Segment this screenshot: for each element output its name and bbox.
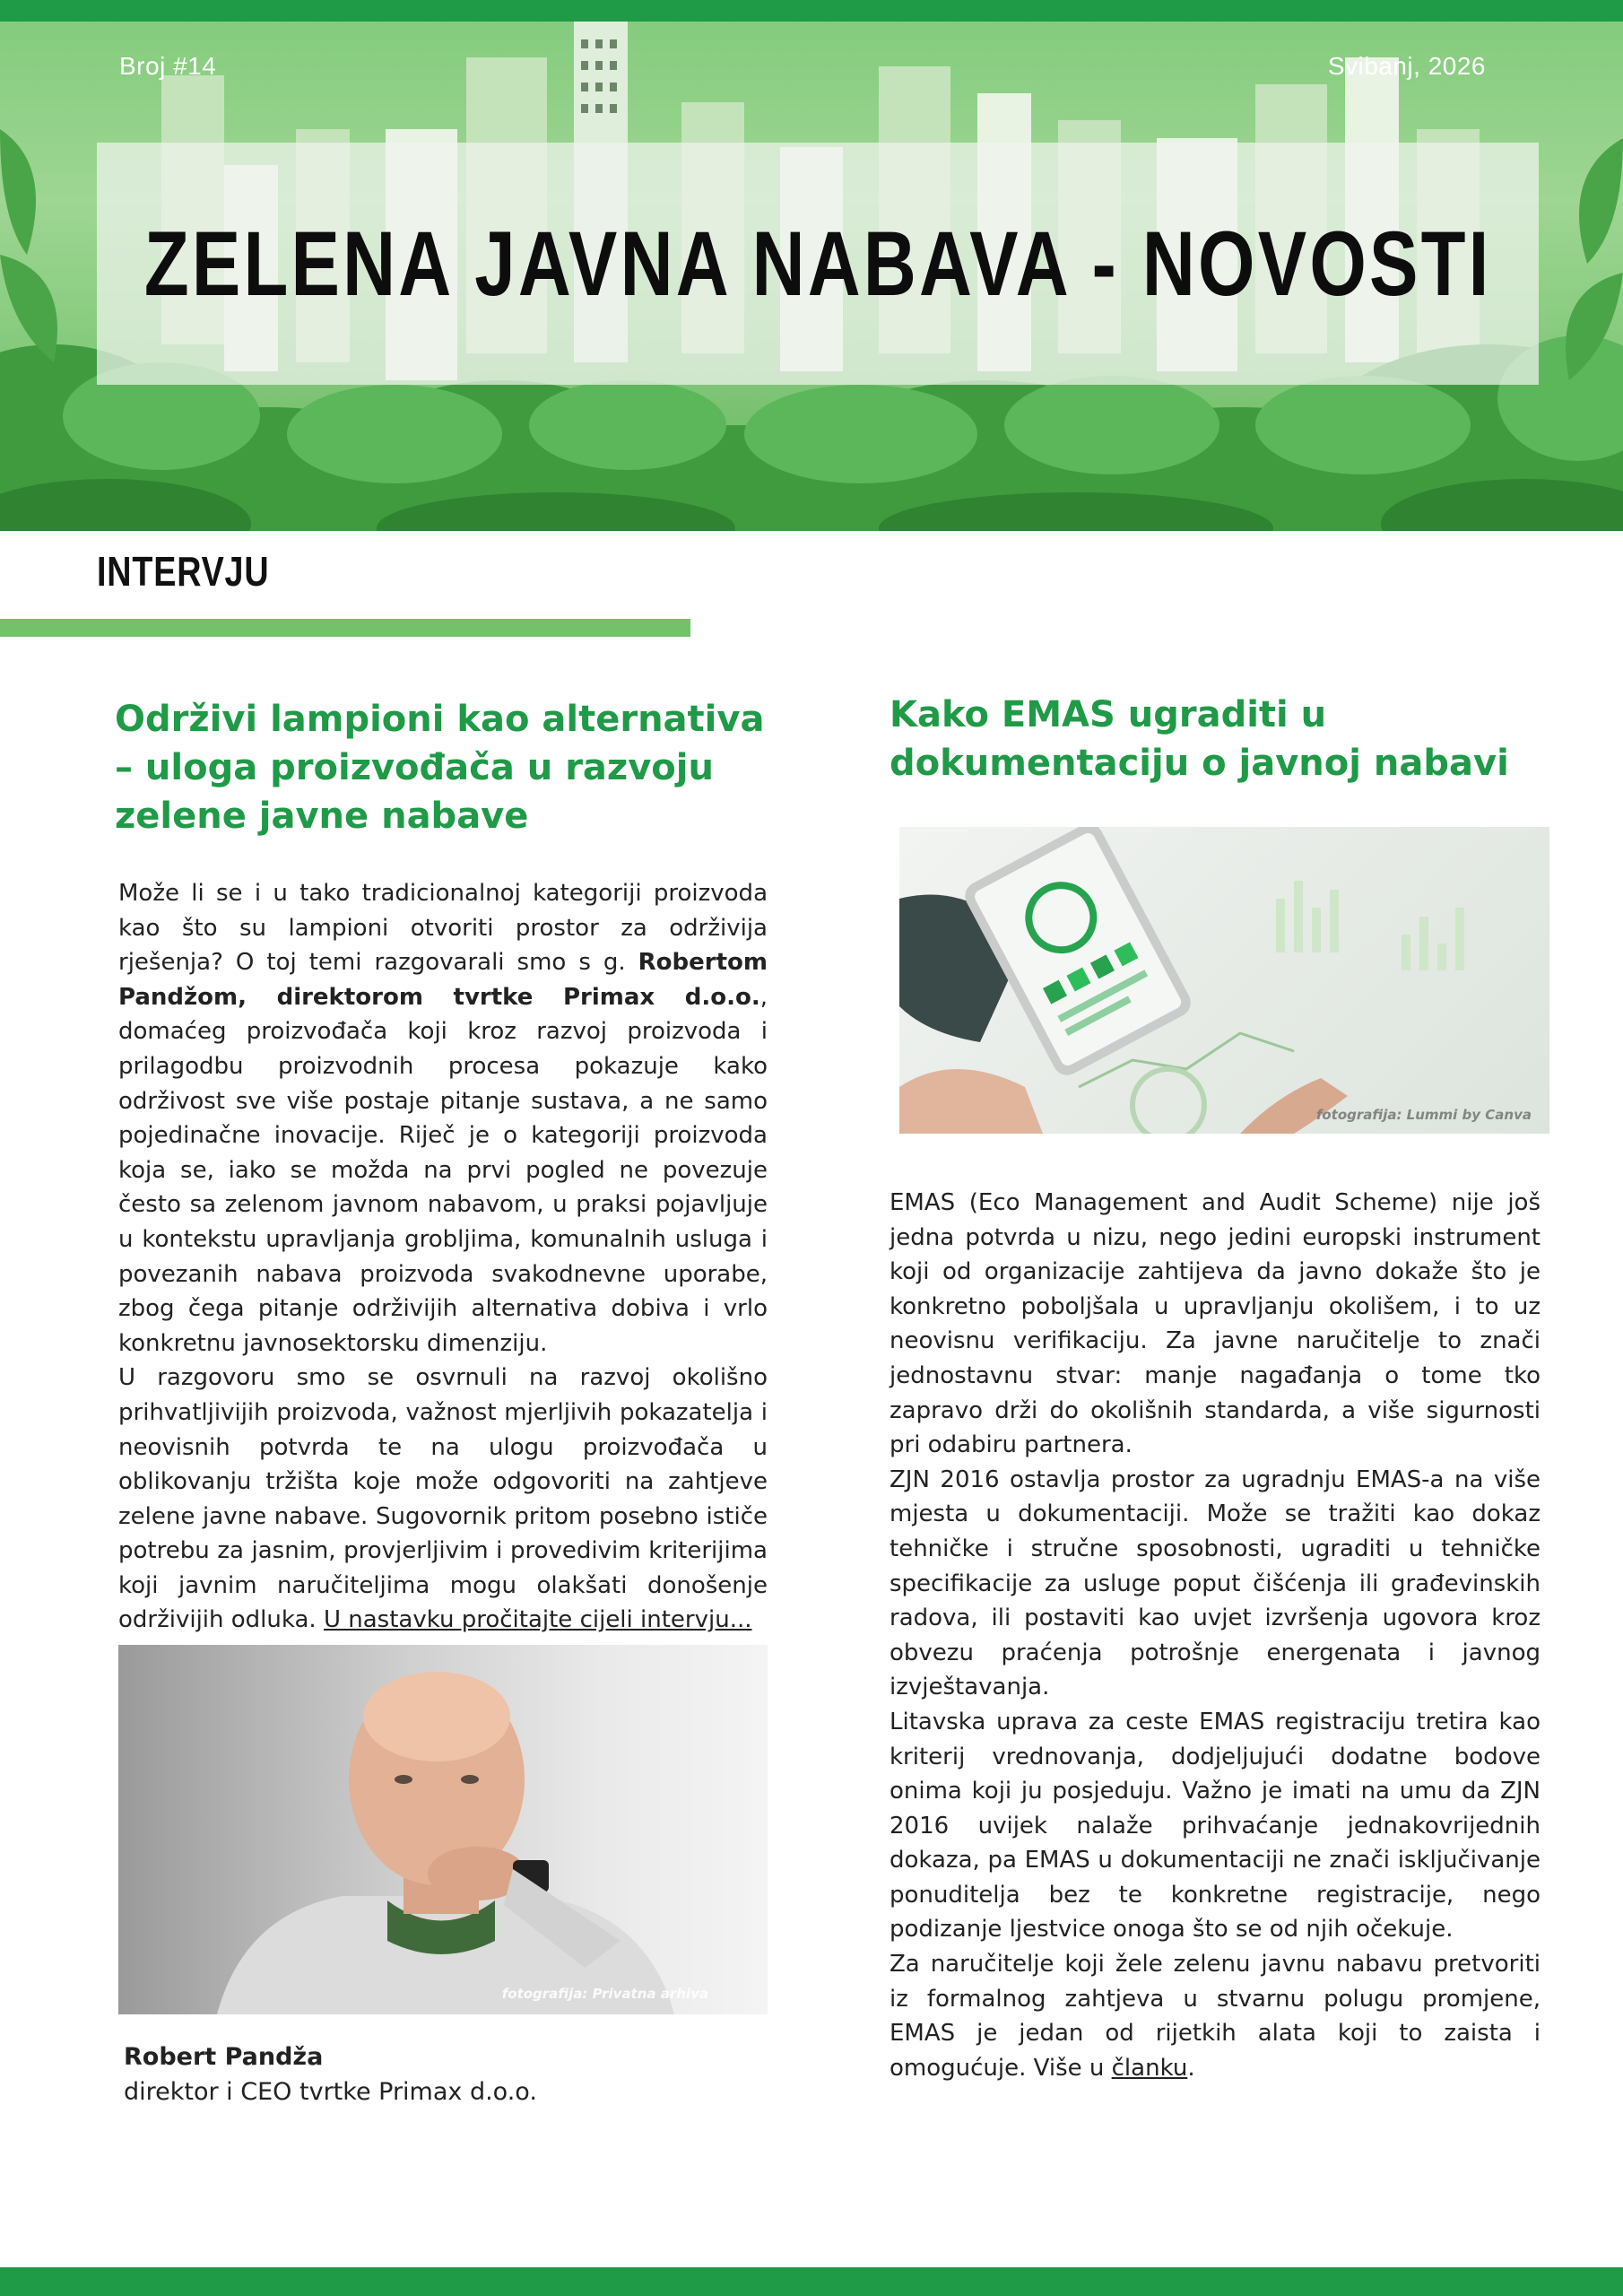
- left-paragraph-2: [118, 1361, 768, 1638]
- right-paragraph-2: ZJN 2016 ostavlja prostor za ugradnju EMAS-a na više mjesta u dokumentaciji. Može se tražiti kao dokaz tehničke i stručne sposobnosti, ugraditi u tehničke specifikacije za usluge poput čišćenja ili građevinskih radova, ili postaviti kao uvjet izvršenja ugovora kroz obvezu praćenja potrošnje energenata i javnog izvještavanja.: [890, 1465, 1541, 1701]
- issue-number: Broj #14: [119, 52, 217, 80]
- tablet-photo: [899, 827, 1549, 1134]
- bottom-accent-bar: [0, 2267, 1623, 2296]
- interviewee-role: direktor i CEO tvrtke Primax d.o.o.: [124, 2078, 537, 2107]
- left-p2-text: U razgovoru smo se osvrnuli na razvoj okolišno prihvatljivijih proizvoda, važnost mjerljivih pokazatelja i neovisnih potvrda te na ulogu proizvođača u oblikovanju tržišta koje može odgovoriti na zahtjeve zelene javne nabave. Sugovornik pritom posebno ističe potrebu za jasnim, provjerljivim i provedivim kriterijima koji javnim naručiteljima mogu olakšati donošenje održivijih odluka.: [118, 1364, 768, 1634]
- tablet-charts-illustration: [899, 827, 1549, 1134]
- right-paragraph-3: Litavska uprava za ceste EMAS registraciju tretira kao kriterij vrednovanja, dodjeljujući dodatne bodove onima koji ju posjeduju. Važno je imati na umu da ZJN 2016 uvijek nalaže prihvaćanje jednakovrijednih dokaza, pa EMAS u dokumentaciji ne znači isključivanje ponuditelja bez te konkretne registracije, nego podizanje ljestvice onoga što se od njih očekuje.: [890, 1708, 1541, 1944]
- left-p1-bold: Robertom Pandžom, direktorom tvrtke Primax d.o.o.: [118, 949, 768, 1011]
- right-p4-end: .: [1187, 2054, 1195, 2082]
- section-label: INTERVJU: [97, 548, 270, 595]
- left-p1-text: Može li se i u tako tradicionalnoj kategoriji proizvoda kao što su lampioni otvoriti prostor za održivija rješenja? O toj temi razgovarali smo s g.: [118, 880, 768, 977]
- header-banner: [0, 22, 1623, 531]
- portrait-illustration: [118, 1645, 768, 2014]
- left-article: [115, 695, 768, 2106]
- article-link[interactable]: članku: [1111, 2054, 1188, 2082]
- tablet-photo-caption: fotografija: Lummi by Canva: [1315, 1107, 1532, 1123]
- right-paragraph-1: EMAS (Eco Management and Audit Scheme) nije još jedna potvrda u nizu, nego jedini europski instrument koji od organizacije zahtijeva da javno dokaže što je konkretno poboljšala u upravljanju okolišem, i to uz neovisnu verifikaciju. Za javne naručitelje to znači jednostavnu stvar: manje nagađanja o tome tko zapravo drži do okolišnih standarda, a više sigurnosti pri odabiru partnera.: [890, 1189, 1541, 1459]
- section-divider: [0, 619, 690, 637]
- left-p1-text-cont: , domaćeg proizvođača koji kroz razvoj proizvoda i prilagodbu proizvodnih procesa pokazuje kako održivost sve više postaje pitanje sustava, a ne samo pojedinačne inovacije. Riječ je o kategoriji proizvoda koja se, iako se možda na prvi pogled ne povezuje često sa zelenom javnom nabavom, u praksi pojavljuje u kontekstu upravljanja grobljima, komunalnih usluga i povezanih nabava proizvoda svakodnevne uporabe, zbog čega pitanje održivijih alternativa dobiva i vrlo konkretnu javnosektorsku dimenziju.: [118, 983, 768, 1357]
- left-article-body: [118, 876, 768, 1638]
- newsletter-title: ZELENA JAVNA NABAVA - NOVOSTI: [143, 212, 1492, 315]
- right-article-body: [890, 1186, 1541, 2085]
- top-accent-bar: [0, 0, 1623, 22]
- title-box: [97, 143, 1539, 385]
- right-article: [890, 691, 1541, 2085]
- interviewee-photo-caption: fotografija: Privatna arhiva: [501, 1986, 708, 2003]
- right-paragraph-4: [890, 1947, 1541, 2085]
- right-article-title: Kako EMAS ugraditi u dokumentaciju o javnoj nabavi: [890, 694, 1509, 784]
- issue-date: Svibanj, 2026: [1327, 52, 1486, 80]
- left-article-title: Održivi lampioni kao alternativa – uloga proizvođača u razvoju zelene javne nabave: [115, 699, 765, 837]
- read-full-interview-link[interactable]: U nastavku pročitajte cijeli intervju...: [323, 1606, 752, 1634]
- right-p4-text: Za naručitelje koji žele zelenu javnu nabavu pretvoriti iz formalnog zahtjeva u stvarnu polugu promjene, EMAS je jedan od rijetkih alata koji to zaista i omogućuje. Više u: [890, 1951, 1541, 2082]
- left-paragraph-1: [118, 876, 768, 1361]
- interviewee-name: Robert Pandža: [124, 2043, 324, 2072]
- interviewee-photo: [118, 1645, 768, 2014]
